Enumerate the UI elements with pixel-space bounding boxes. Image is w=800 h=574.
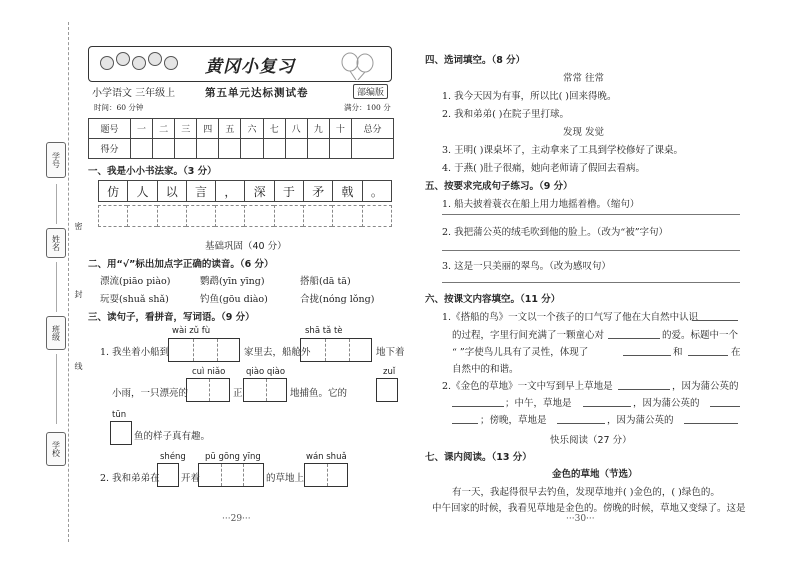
model-char: 于 — [274, 180, 303, 202]
edition-badge: 部编版 — [353, 84, 388, 99]
pinyin-prompt: zuǐ — [383, 367, 396, 377]
calligraphy-practice-row[interactable] — [98, 205, 392, 227]
fill-question[interactable]: 1. 我今天因为有事，所以比( )回来得晚。 — [442, 91, 617, 102]
blank-line[interactable] — [608, 338, 660, 339]
sentence-text: 家里去，船舱外 — [244, 347, 311, 358]
page-number-value: 29 — [230, 514, 243, 524]
sentence-text: 1. 我坐着小船到 — [100, 347, 170, 358]
score-cell[interactable] — [197, 139, 219, 159]
pinyin-prompt: shéng — [160, 452, 186, 462]
unit-title: 第五单元达标测试卷 — [205, 87, 309, 99]
sentence-text: 正 — [233, 388, 243, 399]
student-number-label: 学号 — [46, 142, 66, 178]
passage-title: 金色的草地（节选） — [552, 469, 638, 480]
child-illustration-icon — [164, 56, 178, 70]
recall-text: 和 — [673, 347, 683, 358]
score-cell[interactable] — [241, 139, 263, 159]
section-6-title: 六、按课文内容填空。（11 分） — [425, 294, 561, 305]
pinyin-prompt: wài zǔ fù — [172, 326, 211, 336]
score-header-cell: 总分 — [351, 119, 393, 139]
pinyin-prompt: shā tǎ tè — [305, 326, 343, 336]
section-3-title: 三、读句子，看拼音，写词语。（9 分） — [88, 312, 255, 323]
child-illustration-icon — [148, 52, 162, 66]
pinyin-prompt: cuì niǎo — [192, 367, 226, 377]
recall-text: ；傍晚，草地是 — [480, 415, 547, 426]
seal-char: 封 — [74, 290, 83, 298]
score-header-cell: 八 — [285, 119, 307, 139]
pinyin-prompt: tūn — [112, 410, 127, 420]
name-label: 姓名 — [46, 228, 66, 258]
model-char: 仿 — [98, 180, 127, 202]
child-illustration-icon — [100, 56, 114, 70]
calligraphy-model-row — [98, 180, 392, 202]
sentence-text: 开着 — [181, 473, 201, 484]
model-char: 深 — [244, 180, 273, 202]
recall-text: 1.《搭船的鸟》一文以一个孩子的口气写了他在大自然中认识 — [442, 312, 699, 323]
word-write-box[interactable] — [304, 463, 348, 487]
word-write-box[interactable] — [110, 421, 132, 445]
recall-text: ，因为蒲公英的 — [633, 398, 700, 409]
section-5-title: 五、按要求完成句子练习。（9 分） — [425, 181, 573, 192]
answer-line[interactable] — [442, 214, 740, 215]
score-cell[interactable] — [175, 139, 197, 159]
score-cell[interactable] — [285, 139, 307, 159]
blank-line[interactable] — [684, 423, 738, 424]
word-write-box[interactable] — [157, 463, 179, 487]
sentence-text: 2. 我和弟弟在 — [100, 473, 160, 484]
sentence-text: 地下着 — [376, 347, 405, 358]
score-cell[interactable] — [329, 139, 351, 159]
word-write-box[interactable] — [243, 378, 287, 402]
model-char: 言 — [186, 180, 215, 202]
seal-char: 密 — [74, 222, 83, 230]
pinyin-choice-item[interactable]: 合拢(nóng lǒng) — [300, 294, 375, 305]
sentence-text: 的草地上 — [266, 473, 305, 484]
score-header-cell: 九 — [307, 119, 329, 139]
word-write-box[interactable] — [186, 378, 230, 402]
model-char: 。 — [362, 180, 392, 202]
page-number-left: ···29··· — [222, 514, 251, 524]
fill-question[interactable]: 2. 我和弟弟( )在院子里打球。 — [442, 109, 570, 120]
score-cell[interactable] — [219, 139, 241, 159]
sentence-task: 3. 这是一只美丽的翠鸟。（改为感叹句） — [442, 261, 611, 272]
happy-reading-title: 快乐阅读（27 分） — [550, 435, 632, 446]
word-write-box[interactable] — [198, 463, 264, 487]
sentence-text: 小雨，一只漂亮的 — [112, 388, 189, 399]
section-4-title: 四、选词填空。（8 分） — [425, 55, 526, 66]
word-choices: 常常 往常 — [563, 73, 605, 84]
score-cell[interactable] — [153, 139, 175, 159]
recall-text: 2.《金色的草地》一文中写到早上草地是 — [442, 381, 613, 392]
seal-char: 线 — [74, 362, 83, 370]
page-number-value: 30 — [574, 514, 587, 524]
word-choices: 发现 发觉 — [563, 127, 605, 138]
pinyin-choice-item[interactable]: 玩耍(shuǎ shǎ) — [100, 294, 169, 305]
score-cell[interactable] — [263, 139, 285, 159]
binding-strip — [0, 0, 82, 574]
score-table — [88, 118, 394, 159]
fill-question[interactable]: 3. 王明( )课桌坏了，主动拿来了工具到学校修好了课桌。 — [442, 145, 684, 156]
passage-line: 中午回家的时候，我看见草地是金色的。傍晚的时候，草地又变绿了。这是 — [432, 503, 746, 514]
blank-line[interactable] — [583, 406, 631, 407]
cut-line — [68, 22, 69, 542]
sentence-text: 鱼的样子真有趣。 — [134, 431, 211, 442]
page-number-right: ···30··· — [566, 514, 595, 524]
recall-text: 的爱。标题中一个 — [662, 330, 739, 341]
time-limit: 时间：60 分钟 — [94, 103, 144, 112]
blank-line[interactable] — [692, 320, 738, 321]
basic-section-title: 基础巩固（40 分） — [205, 241, 287, 252]
blank-line[interactable] — [623, 355, 671, 356]
score-row-label: 得分 — [89, 139, 131, 159]
recall-text: 在 — [731, 347, 741, 358]
sentence-task: 1. 船夫披着蓑衣在船上用力地摇着橹。（缩句） — [442, 199, 640, 210]
answer-line[interactable] — [442, 282, 740, 283]
score-cell[interactable] — [307, 139, 329, 159]
pinyin-choice-item[interactable]: 钓鱼(gōu diào) — [200, 294, 268, 305]
blank-line[interactable] — [452, 423, 478, 424]
answer-line[interactable] — [442, 250, 740, 251]
recall-text: ，因为蒲公英的 — [672, 381, 739, 392]
pinyin-prompt: pū gōng yīng — [205, 452, 261, 462]
recall-text: 的过程，字里行间充满了一颗童心对 — [452, 330, 605, 341]
score-header-cell: 十 — [329, 119, 351, 139]
section-1-title: 一、我是小小书法家。（3 分） — [88, 166, 217, 177]
score-cell[interactable] — [130, 139, 152, 159]
passage-line: 有一天，我起得很早去钓鱼，发现草地并( )金色的，( )绿色的。 — [452, 487, 720, 498]
model-char: 人 — [127, 180, 156, 202]
score-header-cell: 三 — [175, 119, 197, 139]
score-header-cell: 六 — [241, 119, 263, 139]
pinyin-choice-item[interactable]: 漂流(piāo piào) — [100, 276, 171, 287]
section-2-title: 二、用“√”标出加点字正确的读音。（6 分） — [88, 259, 274, 270]
blank-line[interactable] — [452, 406, 504, 407]
subject-grade: 小学语文 三年级上 — [92, 88, 176, 99]
name-field[interactable] — [56, 262, 57, 312]
class-field[interactable] — [56, 354, 57, 424]
blank-line[interactable] — [618, 389, 670, 390]
child-illustration-icon — [116, 52, 130, 66]
sentence-task: 2. 我把蒲公英的绒毛吹到他的脸上。（改为“被”字句） — [442, 227, 669, 238]
pinyin-prompt: qiào qiào — [246, 367, 286, 377]
class-label: 班级 — [46, 316, 66, 350]
model-char: ， — [215, 180, 244, 202]
sentence-text: 地捕鱼。它的 — [290, 388, 348, 399]
pinyin-prompt: wán shuǎ — [306, 452, 347, 462]
child-illustration-icon — [132, 56, 146, 70]
score-header-cell: 题号 — [89, 119, 131, 139]
pinyin-choice-item[interactable]: 鹦鹉(yīn yīng) — [200, 276, 265, 287]
recall-text: ，因为蒲公英的 — [607, 415, 674, 426]
fill-question[interactable]: 4. 于燕( )肚子很痛，她向老师请了假回去看病。 — [442, 163, 646, 174]
score-cell[interactable] — [351, 139, 393, 159]
score-header-cell: 五 — [219, 119, 241, 139]
score-header-cell: 一 — [130, 119, 152, 139]
model-char: 以 — [157, 180, 186, 202]
blank-line[interactable] — [688, 355, 728, 356]
word-write-box[interactable] — [300, 338, 372, 362]
brand-title: 黄冈小复习 — [205, 57, 295, 77]
blank-line[interactable] — [557, 423, 605, 424]
score-header-cell: 七 — [263, 119, 285, 139]
pinyin-choice-item[interactable]: 搭船(dā tā) — [300, 276, 351, 287]
word-write-box[interactable] — [168, 338, 240, 362]
score-header-cell: 四 — [197, 119, 219, 139]
recall-text: 自然中的和谐。 — [452, 364, 519, 375]
school-label: 学校 — [46, 432, 66, 466]
balloon-icon — [338, 52, 378, 80]
recall-text: ；中午，草地是 — [505, 398, 572, 409]
student-number-field[interactable] — [56, 184, 57, 224]
model-char: 戟 — [332, 180, 361, 202]
model-char: 矛 — [303, 180, 332, 202]
recall-text: “ ”字使鸟儿具有了灵性，体现了 — [452, 347, 589, 358]
section-7-title: 七、课内阅读。（13 分） — [425, 452, 532, 463]
score-header-cell: 二 — [153, 119, 175, 139]
full-score: 满分：100 分 — [344, 103, 391, 112]
word-write-box[interactable] — [376, 378, 398, 402]
blank-line[interactable] — [710, 406, 740, 407]
